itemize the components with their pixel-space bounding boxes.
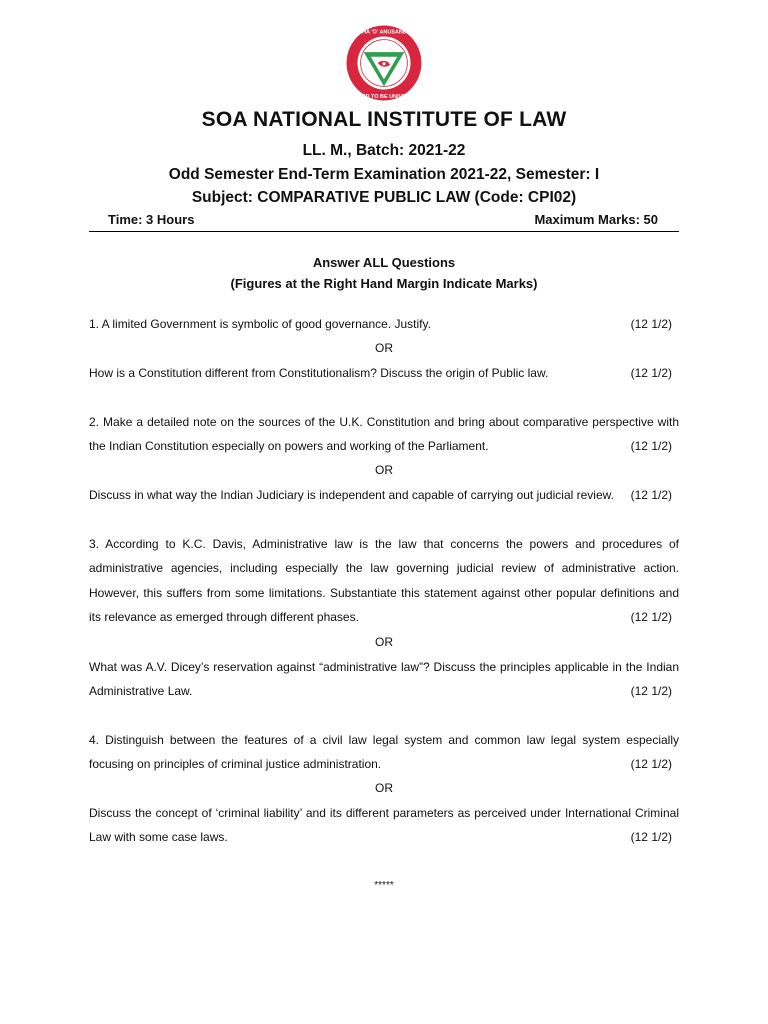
instruction-marks-note: (Figures at the Right Hand Margin Indicate Marks)	[230, 276, 538, 291]
question-marks: (12 1/2)	[630, 684, 672, 698]
question-3b	[89, 655, 679, 704]
question-marks: (12 1/2)	[630, 830, 672, 844]
question-4b	[89, 801, 679, 850]
end-of-paper-mark: *****	[374, 880, 394, 891]
question-marks: (12 1/2)	[630, 317, 672, 331]
university-logo	[345, 24, 423, 102]
instruction-answer-all: Answer ALL Questions	[312, 255, 456, 270]
question-marks: (12 1/2)	[630, 757, 672, 771]
question-text: What was A.V. Dicey’s reservation against “administrative law”? Discuss the principles applicable in the Indian Administrative Law.	[89, 660, 679, 699]
question-text: 4. Distinguish between the features of a civil law legal system and common law legal system especially focusing on principles of criminal justice administration.	[89, 733, 679, 772]
exam-meta-row	[108, 212, 658, 227]
question-1b	[89, 361, 679, 385]
question-4a	[89, 728, 679, 777]
question-text: 1. A limited Government is symbolic of good governance. Justify.	[89, 317, 431, 331]
question-text: Discuss in what way the Indian Judiciary is independent and capable of carrying out judicial review.	[89, 488, 614, 502]
question-text: Discuss the concept of ‘criminal liability’ and its different parameters as perceived under International Criminal Law with some case laws.	[89, 806, 679, 845]
time-label: Time: 3 Hours	[108, 212, 195, 227]
batch-line: LL. M., Batch: 2021-22	[302, 142, 466, 159]
question-text: 3. According to K.C. Davis, Administrative law is the law that concerns the powers and procedures of administrative agencies, including especially the law governing judicial review of administrative action. However, this suffers from some limitations. Substantiate this statement against other popular definitions and its relevance as emerged through different phases.	[89, 537, 679, 625]
or-divider: OR	[375, 635, 393, 649]
subject-line: Subject: COMPARATIVE PUBLIC LAW (Code: CPI02)	[191, 189, 577, 206]
or-divider: OR	[375, 463, 393, 477]
exam-line: Odd Semester End-Term Examination 2021-22, Semester: I	[168, 166, 600, 183]
question-1a	[89, 312, 679, 336]
question-marks: (12 1/2)	[630, 488, 672, 502]
university-seal-icon	[345, 24, 423, 102]
or-divider: OR	[375, 781, 393, 795]
question-text: How is a Constitution different from Constitutionalism? Discuss the origin of Public law.	[89, 366, 549, 380]
or-divider: OR	[375, 341, 393, 355]
question-marks: (12 1/2)	[630, 439, 672, 453]
svg-text:SIKSHA 'O' ANUSANDHAN: SIKSHA 'O' ANUSANDHAN	[349, 29, 419, 36]
max-marks-label: Maximum Marks: 50	[534, 212, 658, 227]
svg-text:DEEMED TO BE UNIVERSITY: DEEMED TO BE UNIVERSITY	[346, 94, 422, 101]
question-marks: (12 1/2)	[630, 366, 672, 380]
header-divider	[89, 231, 679, 232]
question-3a	[89, 532, 679, 630]
institute-title: SOA NATIONAL INSTITUTE OF LAW	[201, 108, 567, 131]
question-2b	[89, 483, 679, 507]
question-marks: (12 1/2)	[630, 610, 672, 624]
question-text: 2. Make a detailed note on the sources of the U.K. Constitution and bring about comparative perspective with the Indian Constitution especially on powers and working of the Parliament.	[89, 415, 679, 454]
question-2a	[89, 410, 679, 459]
